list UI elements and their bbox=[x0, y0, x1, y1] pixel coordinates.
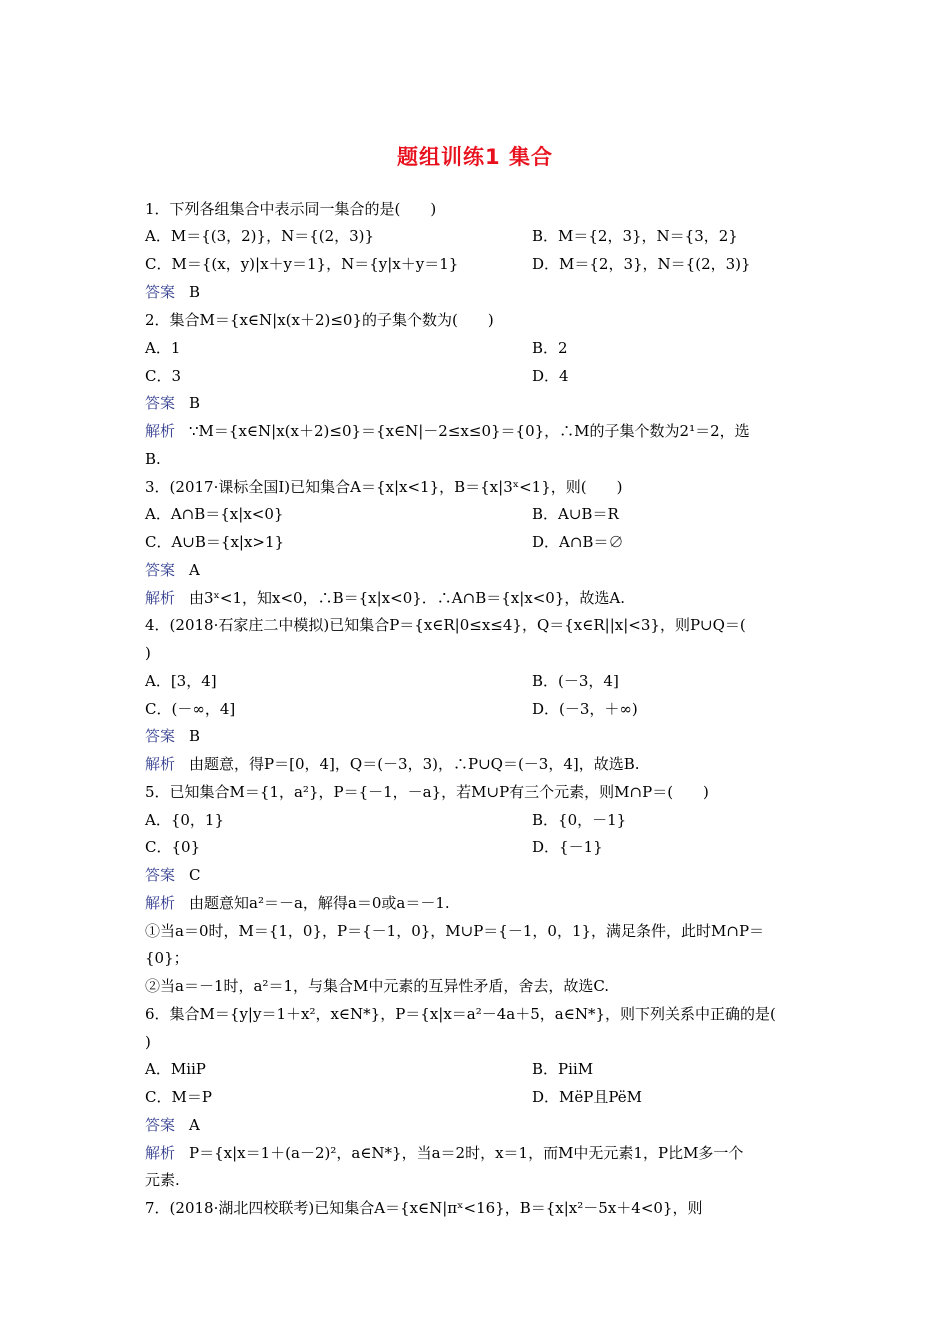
answer-label: 答案 bbox=[145, 394, 176, 412]
analysis-label: 解析 bbox=[145, 1144, 176, 1162]
question-5-case-1: ①当a＝0时，M＝{1，0}，P＝{－1，0}，M∪P＝{－1，0，1}，满足条件，此时M∩P＝ bbox=[145, 922, 765, 940]
answer-value: A bbox=[189, 561, 200, 579]
analysis-text: 由题意知a²＝－a，解得a＝0或a＝－1. bbox=[189, 894, 450, 912]
analysis-label: 解析 bbox=[145, 755, 176, 773]
analysis-label: 解析 bbox=[145, 422, 176, 440]
question-3-option-b: B．A∪B＝R bbox=[532, 505, 619, 523]
question-5-option-d: D．{－1} bbox=[532, 838, 603, 856]
question-6-stem: 6．集合M＝{y|y＝1＋x²，x∈N*}，P＝{x|x＝a²－4a＋5，a∈N*}，则下列关系中正确的是( bbox=[145, 1005, 776, 1023]
answer-value: B bbox=[189, 727, 201, 745]
answer-label: 答案 bbox=[145, 866, 176, 884]
answer-label: 答案 bbox=[145, 561, 176, 579]
question-1-option-c: C．M＝{(x，y)|x＋y＝1}，N＝{y|x＋y＝1} bbox=[145, 255, 459, 273]
question-2-option-d: D．4 bbox=[532, 367, 569, 385]
question-2-answer bbox=[145, 393, 200, 413]
question-6-analysis bbox=[145, 1143, 743, 1163]
question-3-stem: 3．(2017·课标全国Ⅰ)已知集合A＝{x|x<1}，B＝{x|3ˣ<1}，则( ) bbox=[145, 478, 623, 496]
question-3-option-a: A．A∩B＝{x|x<0} bbox=[145, 505, 284, 523]
question-4-analysis bbox=[145, 754, 640, 774]
question-6-option-a: A．MⅱP bbox=[145, 1060, 206, 1078]
question-5-analysis bbox=[145, 893, 450, 913]
question-4-stem-cont: ) bbox=[145, 644, 151, 662]
question-6-option-c: C．M＝P bbox=[145, 1088, 212, 1106]
analysis-label: 解析 bbox=[145, 589, 176, 607]
question-4-option-c: C．(－∞，4] bbox=[145, 700, 236, 718]
question-2-analysis bbox=[145, 421, 750, 441]
question-4-option-d: D．(－3，＋∞) bbox=[532, 700, 638, 718]
answer-label: 答案 bbox=[145, 1116, 176, 1134]
question-1-option-a: A．M＝{(3，2)}，N＝{(2，3)} bbox=[145, 227, 375, 245]
answer-value: C bbox=[189, 866, 201, 884]
question-6-stem-cont: ) bbox=[145, 1033, 151, 1051]
question-1-answer bbox=[145, 282, 200, 302]
answer-value: A bbox=[189, 1116, 200, 1134]
question-3-analysis bbox=[145, 588, 625, 608]
page-title: 题组训练1 集合 bbox=[397, 145, 553, 169]
question-2-option-a: A．1 bbox=[145, 339, 181, 357]
question-5-option-c: C．{0} bbox=[145, 838, 201, 856]
question-1-option-d: D．M＝{2，3}，N＝{(2，3)} bbox=[532, 255, 751, 273]
question-2-stem: 2．集合M＝{x∈N|x(x＋2)≤0}的子集个数为( ) bbox=[145, 311, 494, 329]
question-5-case-1-cont: {0}； bbox=[145, 949, 189, 967]
analysis-label: 解析 bbox=[145, 894, 176, 912]
question-5-answer bbox=[145, 865, 201, 885]
question-3-option-c: C．A∪B＝{x|x>1} bbox=[145, 533, 285, 551]
answer-value: B bbox=[189, 283, 201, 301]
question-7-stem: 7．(2018·湖北四校联考)已知集合A＝{x∈N|πˣ<16}，B＝{x|x²－5x＋4<0}，则 bbox=[145, 1199, 703, 1217]
question-4-answer bbox=[145, 726, 200, 746]
question-1-stem: 1．下列各组集合中表示同一集合的是( ) bbox=[145, 200, 437, 218]
answer-label: 答案 bbox=[145, 283, 176, 301]
analysis-text: ∵M＝{x∈N|x(x＋2)≤0}＝{x∈N|－2≤x≤0}＝{0}，∴M的子集个数为2¹＝2，选 bbox=[189, 422, 750, 440]
question-2-option-b: B．2 bbox=[532, 339, 568, 357]
question-6-answer bbox=[145, 1115, 200, 1135]
question-6-option-b: B．PⅱM bbox=[532, 1060, 594, 1078]
question-3-answer bbox=[145, 560, 200, 580]
answer-value: B bbox=[189, 394, 201, 412]
question-2-analysis-cont: B. bbox=[145, 450, 161, 468]
question-5-case-2: ②当a＝－1时，a²＝1，与集合M中元素的互异性矛盾，舍去，故选C. bbox=[145, 977, 610, 995]
question-5-option-b: B．{0，－1} bbox=[532, 811, 627, 829]
question-6-analysis-cont: 元素. bbox=[145, 1171, 180, 1189]
question-6-option-d: D．MëP且PëM bbox=[532, 1088, 643, 1106]
question-3-option-d: D．A∩B＝∅ bbox=[532, 533, 624, 551]
analysis-text: 由题意，得P＝[0，4]，Q＝(－3，3)，∴P∪Q＝(－3，4]，故选B. bbox=[189, 755, 640, 773]
question-4-stem: 4．(2018·石家庄二中模拟)已知集合P＝{x∈R|0≤x≤4}，Q＝{x∈R||x|<3}，则P∪Q＝( bbox=[145, 616, 746, 634]
question-4-option-a: A．[3，4] bbox=[145, 672, 217, 690]
question-1-option-b: B．M＝{2，3}，N＝{3，2} bbox=[532, 227, 738, 245]
question-5-option-a: A．{0，1} bbox=[145, 811, 225, 829]
analysis-text: 由3ˣ<1，知x<0，∴B＝{x|x<0}．∴A∩B＝{x|x<0}，故选A. bbox=[189, 589, 625, 607]
question-2-option-c: C．3 bbox=[145, 367, 182, 385]
question-4-option-b: B．(－3，4] bbox=[532, 672, 619, 690]
question-5-stem: 5．已知集合M＝{1，a²}，P＝{－1，－a}，若M∪P有三个元素，则M∩P＝( ) bbox=[145, 783, 709, 801]
analysis-text: P＝{x|x＝1＋(a－2)²，a∈N*}，当a＝2时，x＝1，而M中无元素1，P比M多一个 bbox=[189, 1144, 744, 1162]
answer-label: 答案 bbox=[145, 727, 176, 745]
